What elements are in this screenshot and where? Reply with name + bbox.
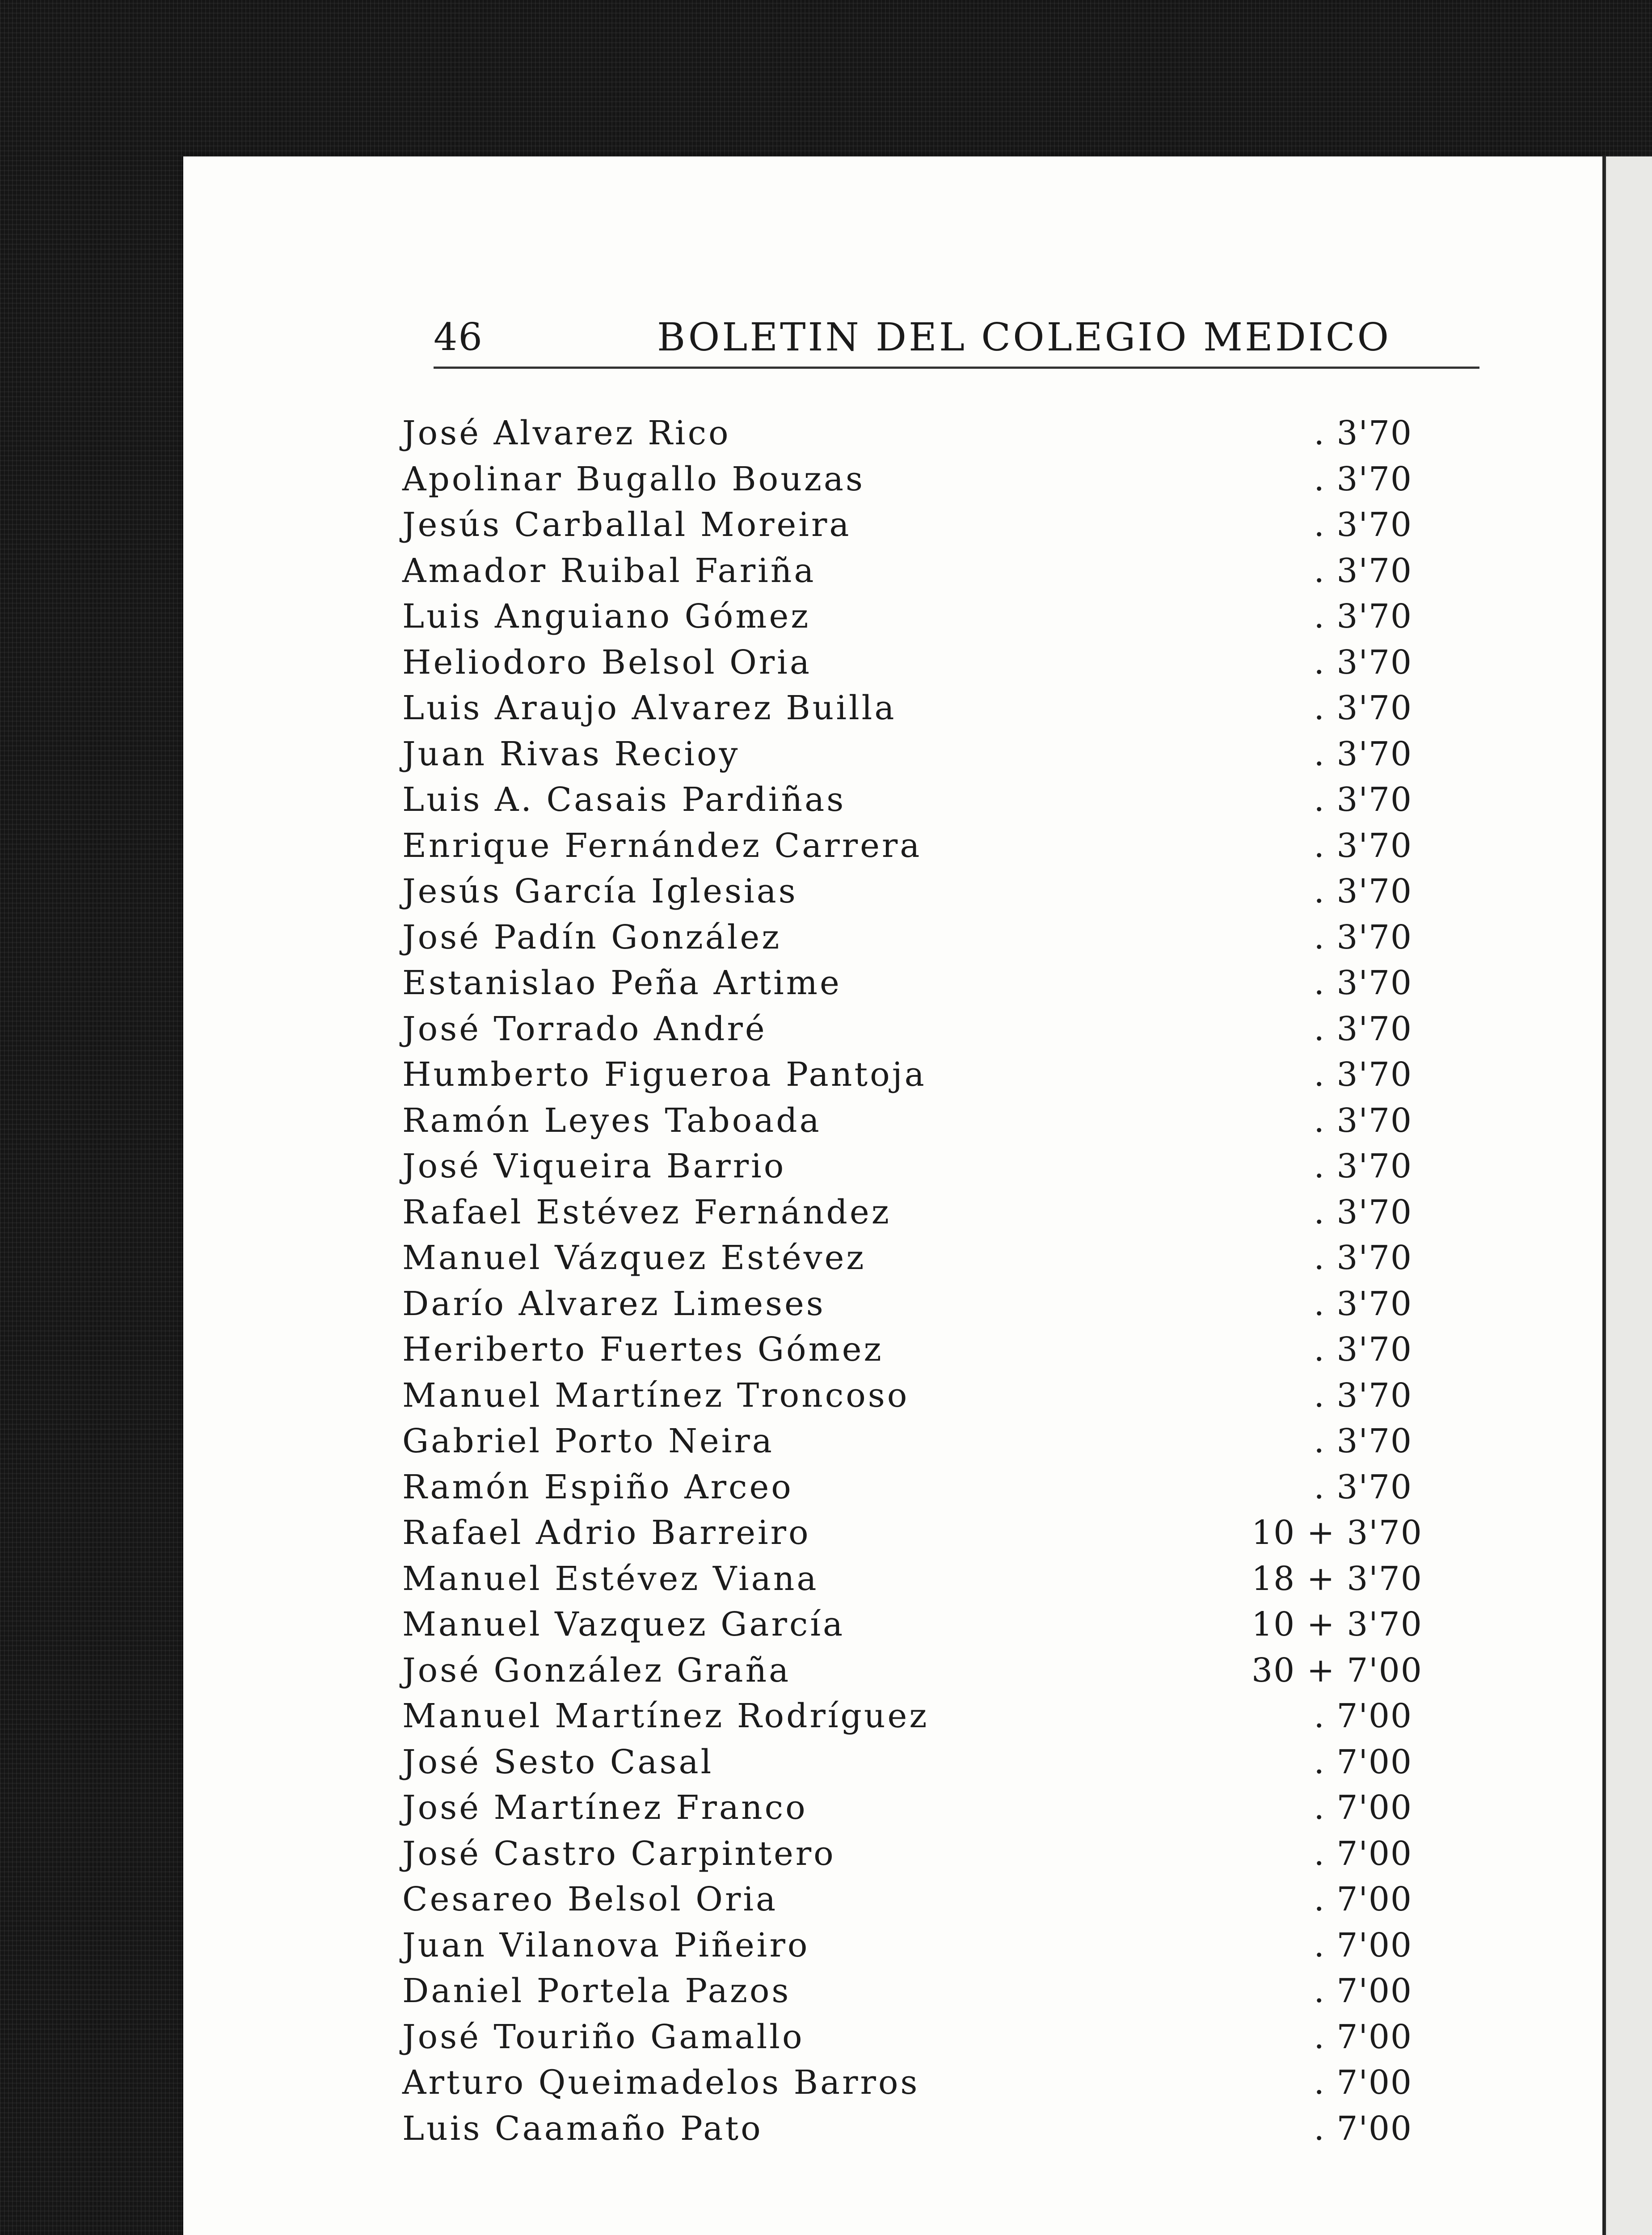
member-amount: . 7'00: [1314, 1788, 1412, 1827]
list-item: [402, 1099, 1475, 1145]
list-item: [402, 1511, 1475, 1557]
list-item: [402, 1694, 1475, 1740]
list-item: [402, 732, 1475, 778]
list-item: [402, 1282, 1475, 1328]
member-amount: . 7'00: [1314, 2063, 1412, 2102]
member-name: José González Graña: [402, 1651, 791, 1690]
member-name: Manuel Estévez Viana: [402, 1559, 819, 1598]
list-item: [402, 961, 1475, 1007]
member-list: [402, 411, 1475, 2152]
list-item: [402, 1877, 1475, 1923]
member-name: Arturo Queimadelos Barros: [402, 2063, 920, 2102]
list-item: [402, 457, 1475, 503]
member-name: Heriberto Fuertes Gómez: [402, 1330, 884, 1369]
member-name: Darío Alvarez Limeses: [402, 1284, 826, 1323]
list-item: [402, 641, 1475, 687]
member-name: José Castro Carpintero: [402, 1834, 836, 1873]
list-item: [402, 686, 1475, 732]
member-name: Manuel Vazquez García: [402, 1605, 845, 1644]
member-amount: . 3'70: [1314, 1376, 1412, 1415]
member-amount: . 3'70: [1314, 506, 1412, 544]
list-item: [402, 1557, 1475, 1603]
member-amount: 10 + 3'70: [1252, 1514, 1423, 1552]
list-item: [402, 1969, 1475, 2015]
member-amount: . 7'00: [1314, 1742, 1412, 1781]
member-name: José Sesto Casal: [402, 1742, 714, 1781]
member-name: Heliodoro Belsol Oria: [402, 643, 812, 682]
list-item: [402, 1053, 1475, 1099]
member-name: Rafael Estévez Fernández: [402, 1193, 891, 1231]
list-item: [402, 1419, 1475, 1465]
member-name: Juan Rivas Recioy: [402, 734, 740, 773]
member-amount: . 7'00: [1314, 2017, 1412, 2056]
list-item: [402, 1236, 1475, 1282]
member-name: Cesareo Belsol Oria: [402, 1880, 778, 1919]
member-amount: . 7'00: [1314, 1880, 1412, 1919]
member-amount: 30 + 7'00: [1252, 1651, 1423, 1690]
member-name: Manuel Martínez Rodríguez: [402, 1697, 929, 1735]
member-amount: . 3'70: [1314, 1193, 1412, 1231]
member-amount: 18 + 3'70: [1252, 1559, 1423, 1598]
member-name: José Padín González: [402, 918, 782, 957]
list-item: [402, 1007, 1475, 1053]
journal-title: BOLETIN DEL COLEGIO MEDICO: [657, 315, 1391, 360]
member-amount: . 3'70: [1314, 597, 1412, 636]
list-item: [402, 1786, 1475, 1832]
list-item: [402, 1923, 1475, 1969]
list-item: [402, 595, 1475, 641]
member-amount: 10 + 3'70: [1252, 1605, 1423, 1644]
list-item: [402, 2107, 1475, 2153]
member-name: Manuel Martínez Troncoso: [402, 1376, 910, 1415]
member-name: Jesús Carballal Moreira: [402, 506, 851, 544]
member-amount: . 7'00: [1314, 1926, 1412, 1965]
member-amount: . 3'70: [1314, 1239, 1412, 1277]
member-amount: . 3'70: [1314, 460, 1412, 498]
list-item: [402, 1465, 1475, 1511]
member-name: Juan Vilanova Piñeiro: [402, 1926, 810, 1965]
member-amount: . 3'70: [1314, 1284, 1412, 1323]
list-item: [402, 2061, 1475, 2107]
list-item: [402, 778, 1475, 824]
member-amount: . 3'70: [1314, 1009, 1412, 1048]
member-amount: . 3'70: [1314, 551, 1412, 590]
member-name: José Alvarez Rico: [402, 414, 731, 452]
member-amount: . 7'00: [1314, 1972, 1412, 2010]
list-item: [402, 1740, 1475, 1786]
member-name: Humberto Figueroa Pantoja: [402, 1055, 927, 1094]
member-name: Estanislao Peña Artime: [402, 964, 842, 1002]
member-amount: . 3'70: [1314, 734, 1412, 773]
member-amount: . 3'70: [1314, 1055, 1412, 1094]
member-name: Ramón Espiño Arceo: [402, 1468, 793, 1506]
member-name: Gabriel Porto Neira: [402, 1422, 774, 1460]
list-item: [402, 1649, 1475, 1695]
member-name: Manuel Vázquez Estévez: [402, 1239, 866, 1277]
member-name: Apolinar Bugallo Bouzas: [402, 460, 865, 498]
member-amount: . 3'70: [1314, 643, 1412, 682]
list-item: [402, 1190, 1475, 1236]
list-item: [402, 1144, 1475, 1190]
list-item: [402, 824, 1475, 870]
member-amount: . 3'70: [1314, 689, 1412, 727]
list-item: [402, 1328, 1475, 1374]
member-amount: . 3'70: [1314, 964, 1412, 1002]
list-item: [402, 1602, 1475, 1649]
member-name: Enrique Fernández Carrera: [402, 826, 922, 865]
member-amount: . 3'70: [1314, 872, 1412, 911]
member-name: José Martínez Franco: [402, 1788, 808, 1827]
member-name: Rafael Adrio Barreiro: [402, 1514, 811, 1552]
member-name: José Torrado André: [402, 1009, 767, 1048]
list-item: [402, 1374, 1475, 1420]
member-name: Daniel Portela Pazos: [402, 1972, 791, 2010]
member-amount: . 3'70: [1314, 918, 1412, 957]
member-amount: . 3'70: [1314, 1147, 1412, 1185]
member-amount: . 3'70: [1314, 1101, 1412, 1140]
list-item: [402, 2015, 1475, 2061]
member-amount: . 7'00: [1314, 1834, 1412, 1873]
member-amount: . 3'70: [1314, 1468, 1412, 1506]
list-item: [402, 915, 1475, 961]
list-item: [402, 1832, 1475, 1878]
page-number: 46: [434, 315, 483, 359]
member-name: Luis Anguiano Gómez: [402, 597, 811, 636]
member-amount: . 3'70: [1314, 1422, 1412, 1460]
list-item: [402, 411, 1475, 457]
member-amount: . 3'70: [1314, 414, 1412, 452]
member-name: Jesús García Iglesias: [402, 872, 798, 911]
member-name: Amador Ruibal Fariña: [402, 551, 816, 590]
member-name: Luis Caamaño Pato: [402, 2109, 763, 2148]
list-item: [402, 503, 1475, 549]
member-name: Luis Araujo Alvarez Builla: [402, 689, 897, 727]
member-name: Luis A. Casais Pardiñas: [402, 780, 846, 819]
list-item: [402, 869, 1475, 915]
list-item: [402, 549, 1475, 595]
member-amount: . 7'00: [1314, 1697, 1412, 1735]
member-amount: . 3'70: [1314, 826, 1412, 865]
adjacent-page-edge: [1602, 156, 1652, 2235]
member-amount: . 7'00: [1314, 2109, 1412, 2148]
member-name: José Viqueira Barrio: [402, 1147, 786, 1185]
member-amount: . 3'70: [1314, 780, 1412, 819]
member-name: José Touriño Gamallo: [402, 2017, 805, 2056]
page-header: [434, 308, 1479, 369]
member-amount: . 3'70: [1314, 1330, 1412, 1369]
member-name: Ramón Leyes Taboada: [402, 1101, 822, 1140]
